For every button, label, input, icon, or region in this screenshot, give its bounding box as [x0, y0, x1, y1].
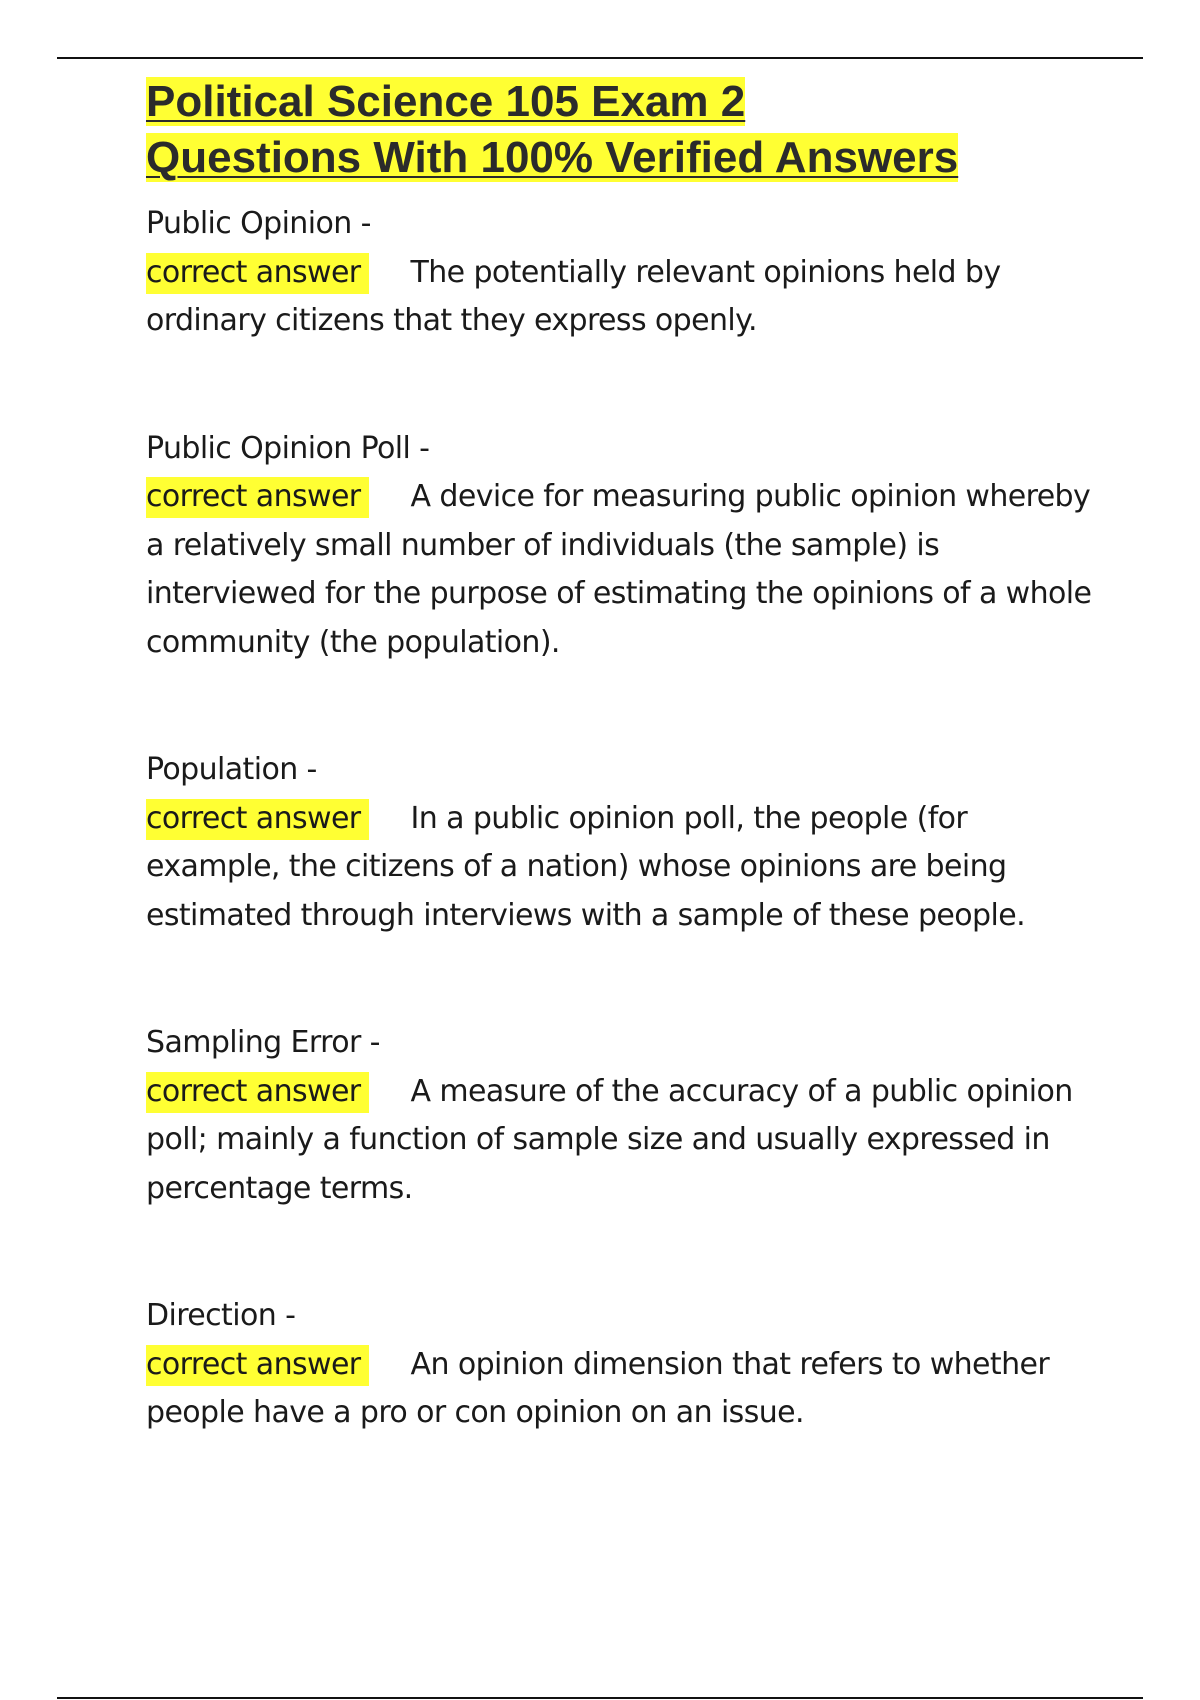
qa-entry [146, 425, 1106, 668]
answer-block [146, 1341, 1106, 1438]
qa-entry [146, 1019, 1106, 1213]
correct-answer-label: correct answer [146, 477, 369, 518]
question-term: Public Opinion Poll - [146, 430, 430, 466]
correct-answer-label: correct answer [146, 253, 369, 294]
answer-definition: A measure of the accuracy of a public opinion poll; mainly a function of sample size and usually expressed in percentage terms. [146, 1073, 1073, 1206]
qa-entry [146, 1292, 1106, 1438]
answer-definition: An opinion dimension that refers to whether people have a pro or con opinion on an issue. [146, 1346, 1050, 1430]
answer-definition: In a public opinion poll, the people (for example, the citizens of a nation) whose opinions are being estimated through interviews with a sample of these people. [146, 800, 1025, 933]
question-term: Direction - [146, 1298, 296, 1333]
answer-definition: A device for measuring public opinion whereby a relatively small number of individuals (the sample) is interviewed for the purpose of estimating the opinions of a whole community (the population). [146, 479, 1092, 660]
correct-answer-label: correct answer [146, 799, 369, 840]
question-term: Public Opinion - [146, 206, 371, 241]
answer-block [146, 473, 1106, 667]
answer-block [146, 795, 1106, 941]
qa-entry [146, 200, 1106, 346]
answer-definition: The potentially relevant opinions held by ordinary citizens that they express openly. [146, 254, 1001, 338]
correct-answer-label: correct answer [146, 1345, 369, 1386]
title-line-1: Political Science 105 Exam 2 [146, 77, 746, 126]
top-divider [57, 57, 1143, 59]
bottom-divider [57, 1697, 1143, 1699]
document-title [146, 74, 1106, 186]
question-term: Population - [146, 752, 317, 787]
answer-block [146, 249, 1106, 346]
question-term: Sampling Error - [146, 1025, 380, 1060]
title-line-2: Questions With 100% Verified Answers [146, 133, 959, 182]
answer-block [146, 1068, 1106, 1214]
qa-entry [146, 746, 1106, 940]
document-page [146, 74, 1106, 1438]
correct-answer-label: correct answer [146, 1072, 369, 1113]
